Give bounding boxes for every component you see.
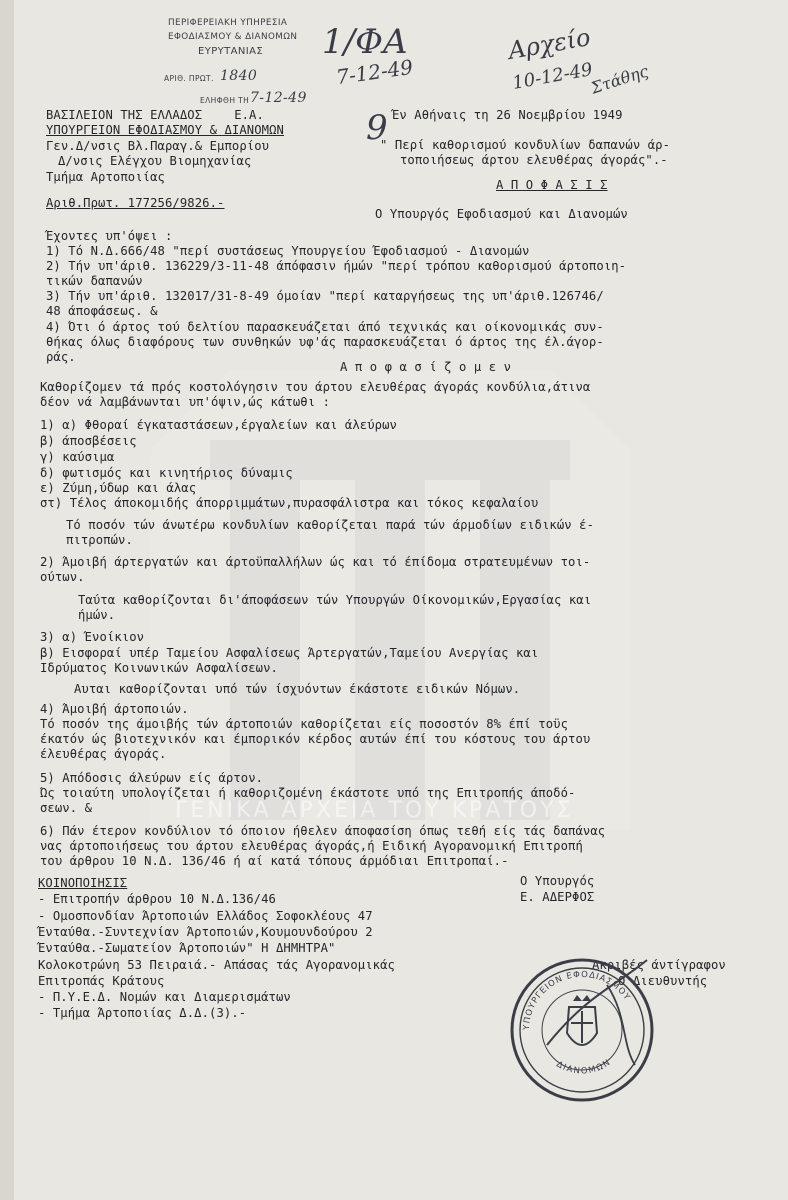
item3-line: 3) α) Ένοίκιον [40,630,145,644]
item2-note-line: ήμών. [78,608,116,622]
section-line: Τμήμα Αρτοποιίας [46,170,165,184]
decision-title: Α Π Ο Φ Α Σ Ι Σ [496,178,608,192]
stamp-protocol-value: 1840 [220,68,258,84]
seal-top-text: ΥΠΟΥΡΓΕΙΟΝ ΕΦΟΔΙΑΣΜΟΥ [521,969,633,1031]
distribution-line: - Ομοσπονδίαν Άρτοποιών Ελλάδος Σοφοκλέους 47 [38,909,373,923]
considerations-intro: Έχοντες υπ'όψει : [46,229,173,243]
distribution-line: Κολοκοτρώνη 53 Πειραιά.- Απάσας τάς Αγορανομικάς [38,958,395,972]
distribution-line: - Επιτροπήν άρθρου 10 Ν.Δ.136/46 [38,892,276,906]
stamp-protocol-label: ΑΡΙΘ. ΠΡΩΤ. [164,74,214,83]
seal-bottom-text: ΔΙΑΝΟΜΩΝ [554,1057,614,1077]
item3-note-line: Αυται καθορίζονται υπό τών ίσχυόντων έκάστοτε ειδικών Νόμων. [74,682,521,696]
handwritten-archive-note: Αρχείο [506,23,593,65]
stamp-line3: ΕΥΡΥΤΑΝΙΑΣ [198,46,264,57]
directorate-general-line: Γεν.Δ/νσις Βλ.Παραγ.& Εμπορίου [46,139,270,153]
consideration-line: τικών δαπανών [46,274,143,288]
item2-line: 2) Άμοιβή άρτεργατών και άρτοϋπαλλήλων ώς και τό έπίδομα στρατευμένων τοι- [40,555,591,569]
place-date-line: Έν Αθήναις τη 26 Νοεμβρίου 1949 [392,108,623,122]
distribution-title: ΚΟΙΝΟΠΟΙΗΣΙΣ [38,876,128,890]
intro-paragraph-line: δέον νά λαμβάνωνται υπ'όψιν,ώς κάτωθι : [40,395,331,409]
watermark-text: ΓΕΝΙΚΑ ΑΡΧΕΙΑ ΤΟΥ ΚΡΑΤΟΥΣ [175,798,574,823]
item4-line: Τό ποσόν της άμοιβής τών άρτοποιών καθορίζεται είς ποσοστόν 8% έπί τοϋς [40,717,569,731]
certified-director-text: Ο Διευθυντής [618,974,708,988]
consideration-line: ράς. [46,350,76,364]
ministry-line: ΥΠΟΥΡΓΕΙΟΝ ΕΦΟΔΙΑΣΜΟΥ & ΔΙΑΝΟΜΩΝ [46,123,284,137]
handwritten-archive-date: 10-12-49 [510,59,595,94]
subject-line-1: " Περί καθορισμού κονδυλίων δαπανών άρ- [380,138,671,152]
handwritten-file-mark: 1/ΦΑ [322,22,408,62]
item1-line: στ) Τέλος άποκομιδής άπορριμμάτων,πυρασφάλιστρα και τόκος κεφαλαίου [40,496,539,510]
minister-heading: Ο Υπουργός Εφοδιασμού και Διανομών [375,207,628,221]
item4-line: 4) Άμοιβή άρτοποιών. [40,702,189,716]
handwritten-top-date: 7-12-49 [334,54,415,90]
item1-line: γ) καύσιμα [40,450,115,464]
stamp-line1: ΠΕΡΙΦΕΡΕΙΑΚΗ ΥΠΗΡΕΣΙΑ [168,18,288,28]
distribution-line: Ένταύθα.-Σωματείον Άρτοποιών" Η ΔΗΜΗΤΡΑ" [38,941,336,955]
consideration-line: 48 άποφάσεως. & [46,304,158,318]
consideration-line: θήκας όλως διαφόρους των συνθηκών υφ'άς παρασκευάζεται ό άρτος της έλ.άγορ- [46,335,604,349]
item4-line: έκατόν ώς βιοτεχνικόν και έμπορικόν κέρδος αυτών έπί του κόστους του άρτου [40,732,591,746]
stamp-date-label: ΕΛΗΦΘΗ ΤΗ [200,96,250,105]
kingdom-line: ΒΑΣΙΛΕΙΟΝ ΤΗΣ ΕΛΛΑΔΟΣ Ε.Α. [46,108,264,122]
signature-title: Ο Υπουργός [520,874,595,888]
registry-stamp [156,14,318,108]
consideration-line: 4) Ότι ό άρτος τού δελτίου παρασκευάζεται άπό τεχνικάς και οίκονομικάς συν- [46,320,604,334]
handwritten-archive-sign: Στάθης [588,61,651,98]
distribution-line: Ένταύθα.-Συντεχνίαν Άρτοποιών,Κουμουνδούρου 2 [38,925,373,939]
page-edge-shadow [0,0,14,1200]
item5-line: 5) Απόδοσις άλεύρων είς άρτον. [40,771,264,785]
item5-line: σεων. & [40,801,93,815]
distribution-line: - Τμήμα Άρτοποιίας Δ.Δ.(3).- [38,1006,247,1020]
item5-line: Ώς τοιαύτη υπολογίζεται ή καθοριζομένη έκάστοτε υπό της Επιτροπής άποδό- [40,786,576,800]
directorate-line: Δ/νσις Ελέγχου Βιομηχανίας [58,154,252,168]
distribution-line: - Π.Υ.Ε.Δ. Νομών και Διαμερισμάτων [38,990,291,1004]
item1-line: δ) φωτισμός και κινητήριος δύναμις [40,466,293,480]
item1-line: 1) α) Φθοραί έγκαταστάσεων,έργαλείων και άλεύρων [40,418,397,432]
item2-note-line: Ταύτα καθορίζονται δι'άποφάσεων τών Υπουργών Οίκονομικών,Εργασίας και [78,593,592,607]
item3-line: β) Εισφοραί υπέρ Ταμείου Ασφαλίσεως Άρτεργατών,Ταμείου Ανεργίας και [40,646,539,660]
certified-copy-text: Ακριβές άντίγραφον [592,958,726,972]
stamp-line2: ΕΦΟΔΙΑΣΜΟΥ & ΔΙΑΝΟΜΩΝ [168,32,298,42]
intro-paragraph-line: Καθορίζομεν τά πρός κοστολόγησιν του άρτου ελευθέρας άγοράς κονδύλια,άτινα [40,380,591,394]
item1-note-line: Τό ποσόν τών άνωτέρω κονδυλίων καθορίζεται παρά τών άρμοδίων ειδικών έ- [66,518,595,532]
item1-line: β) άποσβέσεις [40,434,137,448]
item6-line: 6) Πάν έτερον κονδύλιον τό όποιον ήθελεν άποφασίση όπως τεθή είς τάς δαπάνας [40,824,606,838]
item6-line: του άρθρου 10 Ν.Δ. 136/46 ή αί κατά τόπους άρμόδιαι Επιτροπαί.- [40,854,509,868]
consideration-line: 1) Τό Ν.Δ.666/48 "περί συστάσεως Υπουργείου Έφοδιασμού - Διανομών [46,244,530,258]
item1-line: ε) Ζύμη,ύδωρ και άλας [40,481,197,495]
stamp-date-value: 7-12-49 [250,90,307,106]
item6-line: νας άρτοποιήσεως του άρτου ελευθέρας άγοράς,ή Ειδική Αγορανομική Επιτροπή [40,839,583,853]
signature-name: Ε. ΑΔΕΡΦΟΣ [520,890,595,904]
svg-text:ΔΙΑΝΟΜΩΝ [554,1057,613,1076]
item4-line: έλευθέρας άγοράς. [40,747,167,761]
item3-line: Ιδρύματος Κοινωνικών Ασφαλίσεων. [40,661,278,675]
item2-line: ούτων. [40,570,85,584]
item1-note-line: πιτροπών. [66,533,133,547]
subject-line-2: τοποιήσεως άρτου ελευθέρας άγοράς".- [400,153,668,167]
consideration-line: 2) Τήν υπ'άριθ. 136229/3-11-48 άπόφασιν ήμών "περί τρόπου καθορισμού άρτοποιη- [46,259,627,273]
consideration-line: 3) Τήν υπ'άριθ. 132017/31-8-49 όμοίαν "περί καταργήσεως της υπ'άριθ.126746/ [46,289,604,303]
official-seal-icon [507,955,657,1105]
protocol-number: Αριθ.Πρωτ. 177256/9826.- [46,196,225,210]
distribution-line: Επιτροπάς Κράτους [38,974,165,988]
handwritten-margin-digit: 9 [366,108,388,148]
decide-heading: Α π ο φ α σ ί ζ ο μ ε ν [340,360,512,374]
